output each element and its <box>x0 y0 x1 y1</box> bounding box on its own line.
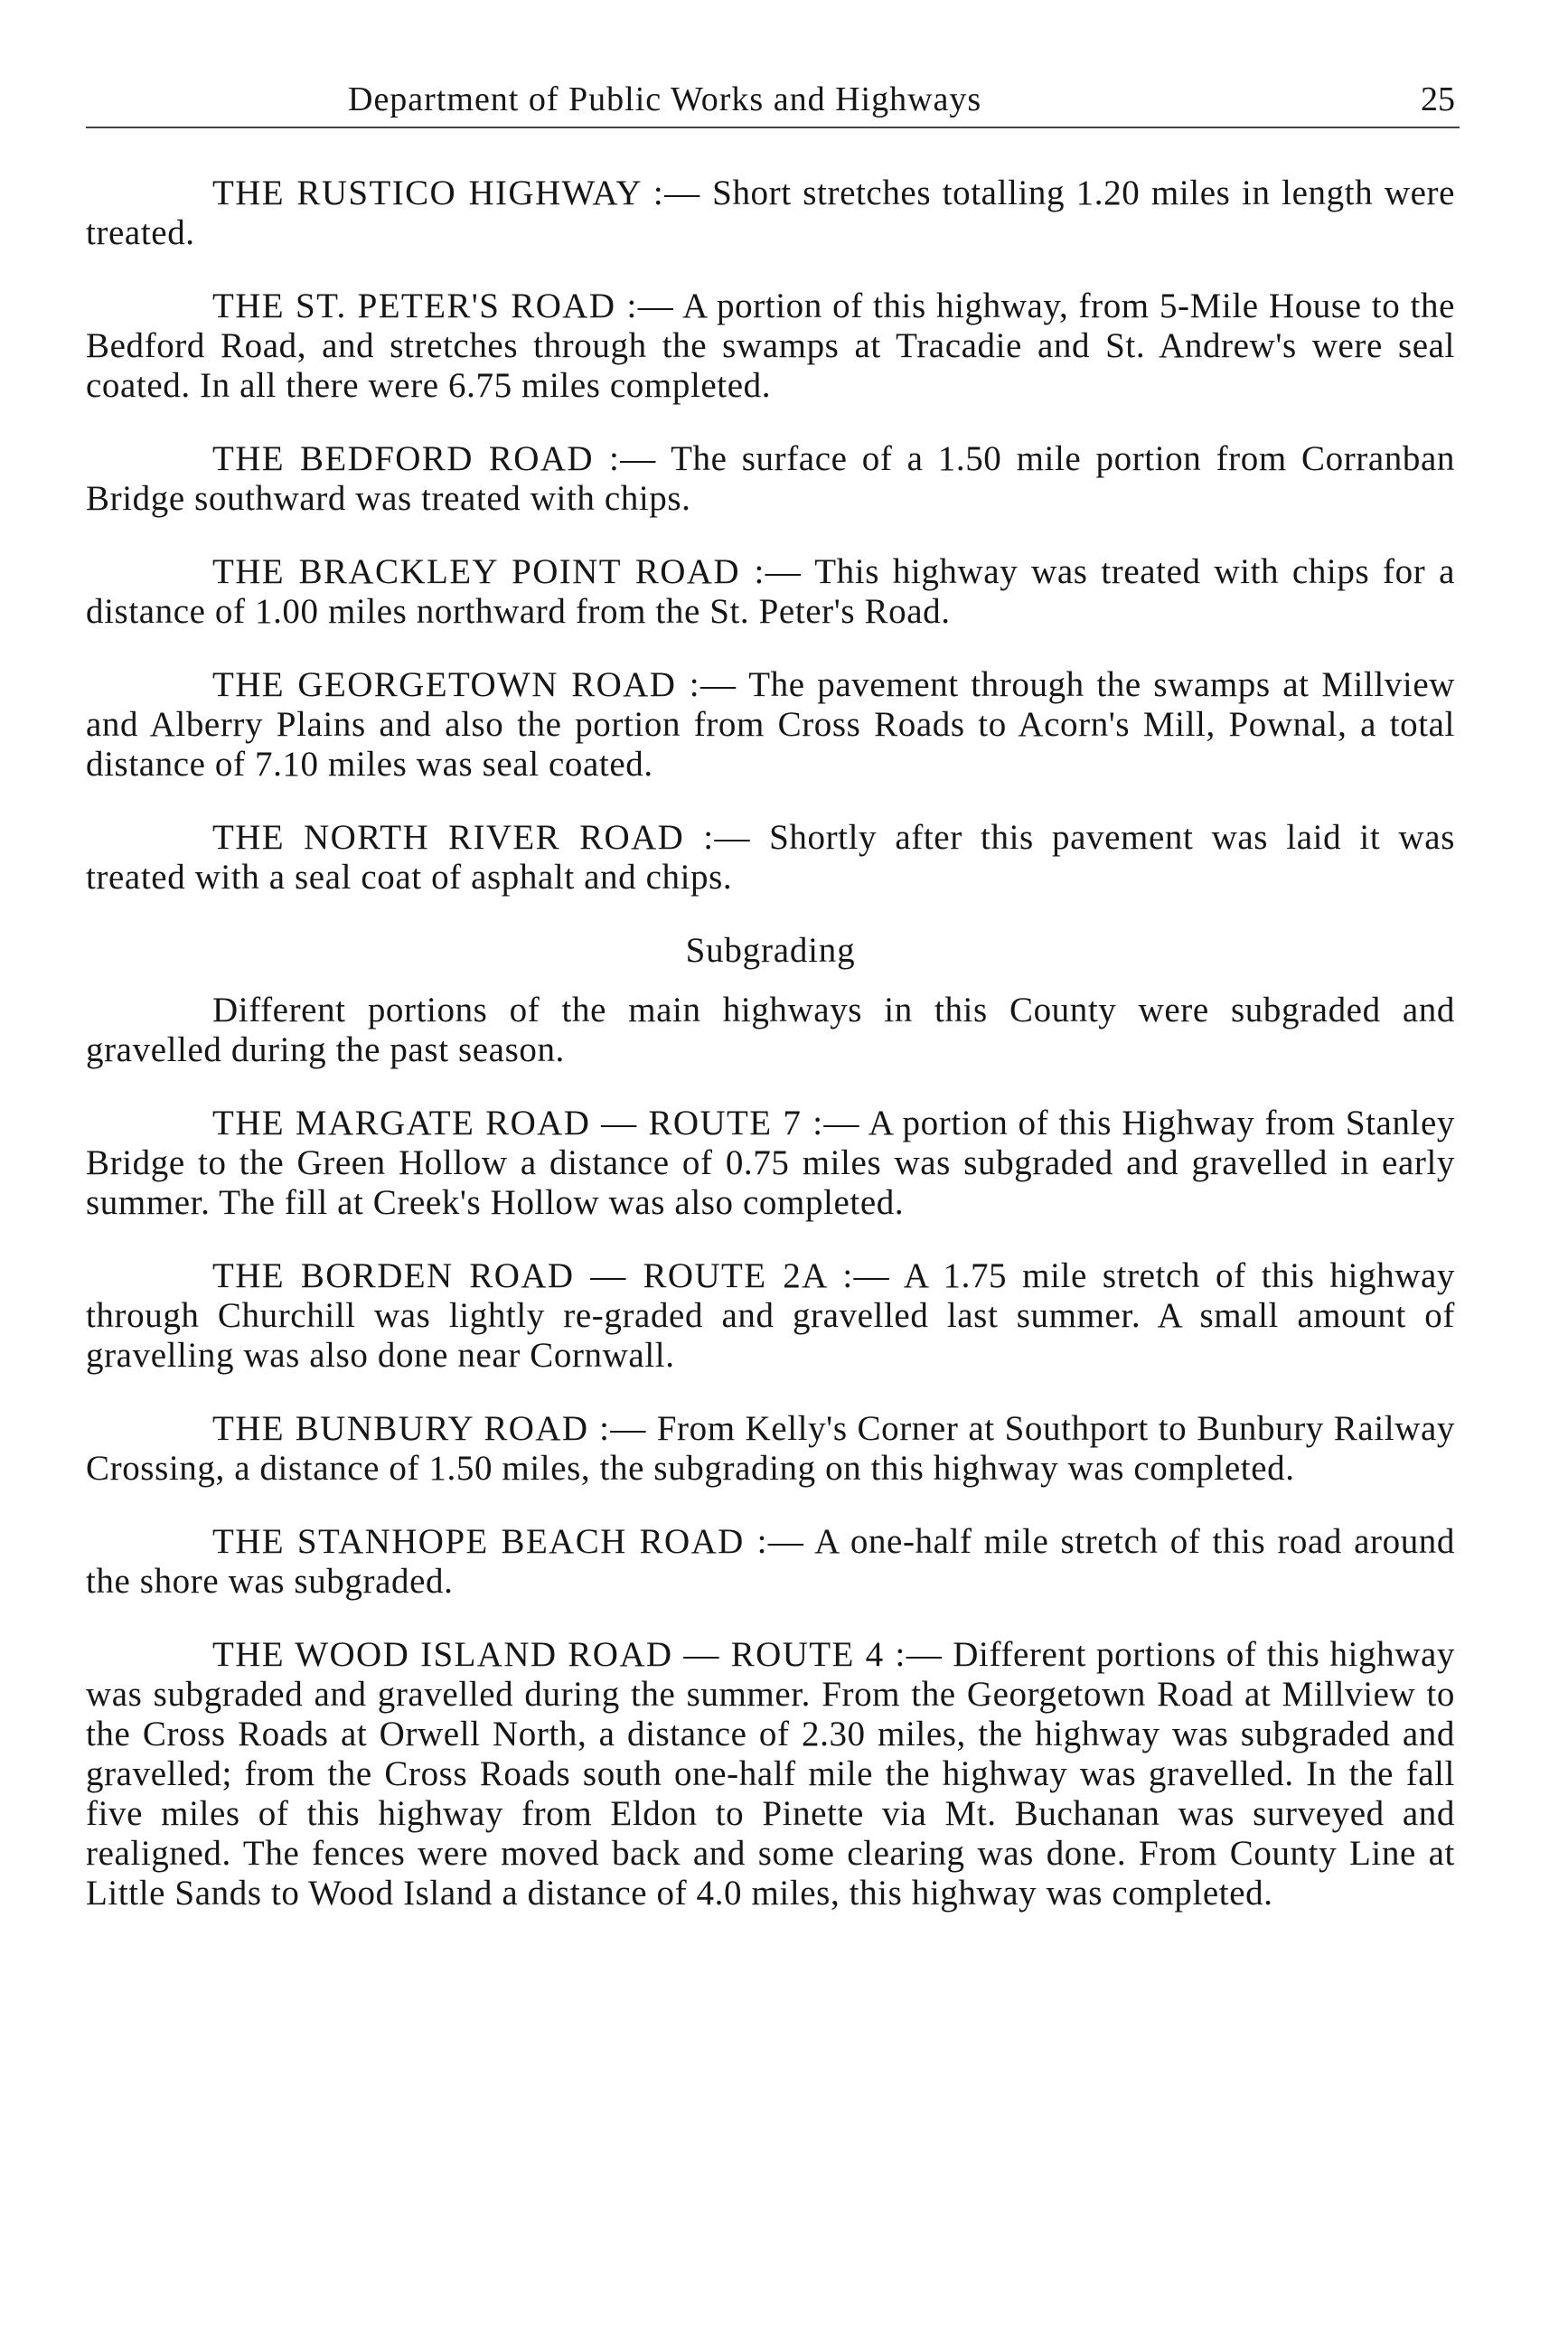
paragraph-lead: THE MARGATE ROAD — ROUTE 7 :— <box>212 1104 860 1142</box>
paragraph-lead: THE NORTH RIVER ROAD :— <box>212 818 751 857</box>
paragraph-lead: THE BUNBURY ROAD :— <box>212 1409 647 1448</box>
paragraph-text: This highway was treated with chips for a distance of 1.00 miles northward from the St. Peter's Road. <box>86 552 1456 631</box>
paragraph-borden-road <box>86 1256 1455 1376</box>
paragraph-brackley-point-road <box>86 552 1455 632</box>
paragraph-lead: THE WOOD ISLAND ROAD — ROUTE 4 :— <box>212 1635 944 1674</box>
paragraph-text: Different portions of this highway was subgraded and gravelled during the summer. From the Georgetown Road at Millview to the Cross Roads at Orwell North, a distance of 2.30 miles, the highway was subgraded and gravelled; from the Cross Roads south one-half mile the highway was gravelled. In the fall five miles of this highway from Eldon to Pinette via Mt. Buchanan was surveyed and realigned. The fences were moved back and some clearing was done. From County Line at Little Sands to Wood Island a distance of 4.0 miles, this highway was completed. <box>86 1635 1455 1913</box>
paragraph-text: A portion of this highway, from 5-Mile House to the Bedford Road, and stretches through the swamps at Tracadie and St. Andrew's were seal coated. In all there were 6.75 miles completed. <box>86 287 1456 405</box>
paragraph-text: From Kelly's Corner at Southport to Bunbury Railway Crossing, a distance of 1.50 miles, the subgrading on this highway was completed. <box>86 1409 1455 1488</box>
paragraph-text: Shortly after this pavement was laid it was treated with a seal coat of asphalt and chips. <box>86 818 1455 897</box>
paragraph-north-river-road <box>86 818 1455 898</box>
document-page <box>86 72 1455 1947</box>
paragraph-text: The pavement through the swamps at Millview and Alberry Plains and also the portion from Cross Roads to Acorn's Mill, Pownal, a total distance of 7.10 miles was seal coated. <box>86 665 1455 784</box>
paragraph-bunbury-road <box>86 1409 1455 1489</box>
paragraph-rustico-highway <box>86 174 1455 253</box>
paragraph-lead: THE BEDFORD ROAD :— <box>212 439 657 478</box>
paragraph-georgetown-road <box>86 665 1455 785</box>
paragraph-text: A 1.75 mile stretch of this highway through Churchill was lightly re-graded and gravelled last summer. A small amount of gravelling was also done near Cornwall. <box>86 1256 1455 1375</box>
section-heading: Subgrading <box>685 931 856 970</box>
paragraph-text: A one-half mile stretch of this road around the shore was subgraded. <box>86 1522 1455 1601</box>
paragraph-lead: THE ST. PETER'S ROAD :— <box>212 287 675 325</box>
paragraph-text: A portion of this Highway from Stanley Bridge to the Green Hollow a distance of 0.75 miles was subgraded and gravelled in early summer. The fill at Creek's Hollow was also completed. <box>86 1104 1455 1222</box>
paragraph-lead: THE BRACKLEY POINT ROAD :— <box>212 552 803 591</box>
paragraph-lead: THE GEORGETOWN ROAD :— <box>212 665 737 704</box>
paragraph-lead: THE STANHOPE BEACH ROAD :— <box>212 1522 805 1561</box>
paragraph-wood-island-road <box>86 1635 1455 1913</box>
paragraph-lead: THE BORDEN ROAD — ROUTE 2A :— <box>212 1256 891 1295</box>
paragraph-margate-road <box>86 1104 1455 1223</box>
body-text <box>86 174 1455 1913</box>
paragraph-text: Short stretches totalling 1.20 miles in length were treated. <box>86 174 1455 252</box>
running-title: Department of Public Works and Highways <box>348 80 982 118</box>
page-number: 25 <box>1421 80 1455 118</box>
paragraph-subgrading-intro: Different portions of the main highways in this County were subgraded and gravelled during the past season. <box>86 991 1455 1069</box>
paragraph-text: The surface of a 1.50 mile portion from Corranban Bridge southward was treated with chips. <box>86 439 1455 518</box>
paragraph-lead: THE RUSTICO HIGHWAY :— <box>212 174 701 212</box>
header-rule <box>86 127 1460 128</box>
paragraph-stanhope-beach-road <box>86 1522 1455 1602</box>
paragraph-st-peters-road <box>86 287 1455 406</box>
paragraph-bedford-road <box>86 439 1455 519</box>
running-header <box>86 72 1455 127</box>
